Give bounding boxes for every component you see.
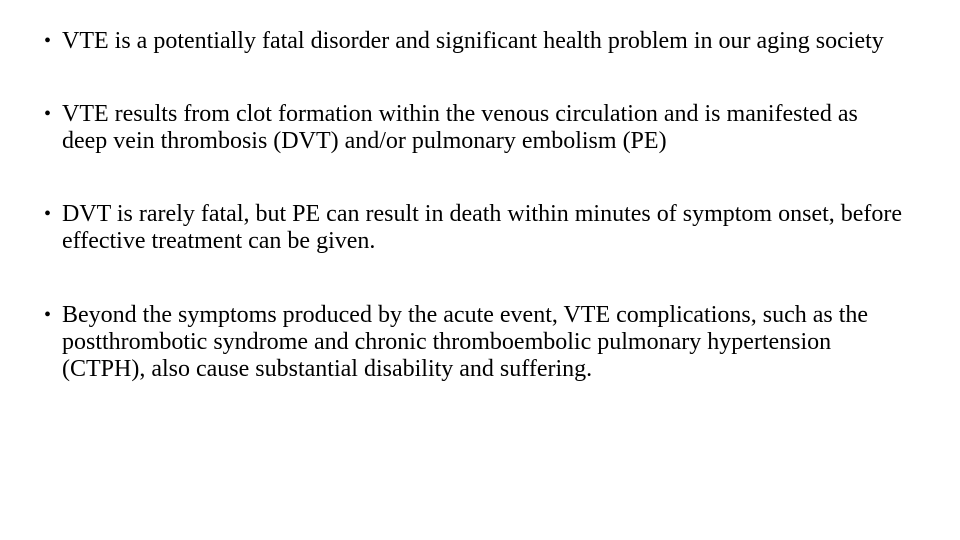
bullet-list xyxy=(44,28,904,383)
bullet-item xyxy=(44,201,904,255)
bullet-text: VTE results from clot formation within the venous circulation and is manifested as deep vein thrombosis (DVT) and/or pulmonary embolism (PE) xyxy=(62,101,858,154)
bullet-item xyxy=(44,28,904,55)
bullet-icon: • xyxy=(44,103,52,125)
bullet-text: VTE is a potentially fatal disorder and significant health problem in our aging society xyxy=(62,28,884,54)
bullet-text: DVT is rarely fatal, but PE can result in death within minutes of symptom onset, before effective treatment can be given. xyxy=(62,201,903,254)
bullet-text: Beyond the symptoms produced by the acute event, VTE complications, such as the postthrombotic syndrome and chronic thromboembolic pulmonary hypertension (CTPH), also cause substantial disability and suffering. xyxy=(62,302,869,382)
bullet-item xyxy=(44,302,904,383)
bullet-icon: • xyxy=(44,203,52,225)
bullet-icon: • xyxy=(44,30,52,52)
bullet-icon: • xyxy=(44,304,52,326)
bullet-item xyxy=(44,101,904,155)
